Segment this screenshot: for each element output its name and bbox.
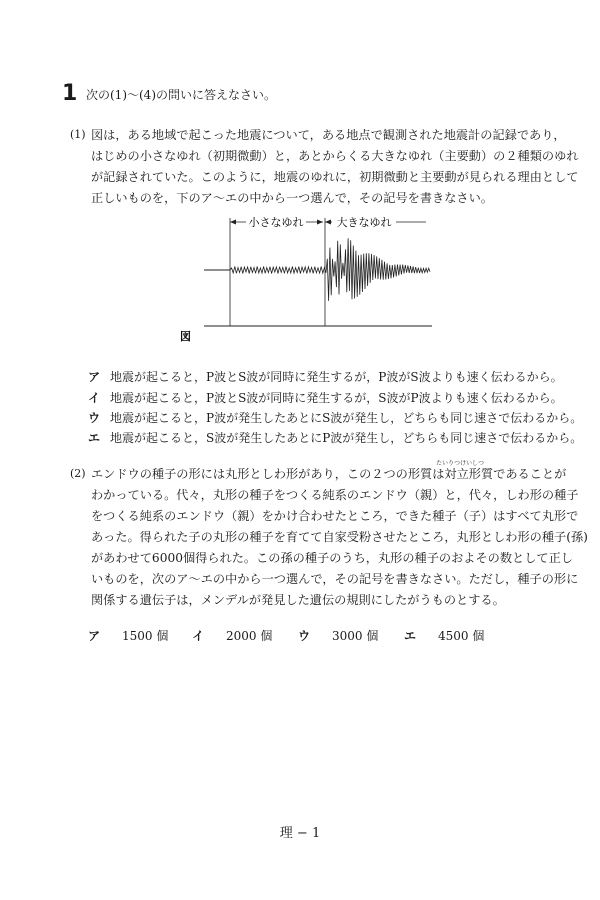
label-small-shaking: 小さなゆれ [248,216,304,229]
q1-line: 正しいものを，下のア〜エの中から一つ選んで，その記号を書きなさい。 [91,191,493,205]
q2-line: 関係する遺伝子は，メンデルが発見した遺伝の規則にしたがうものとする。 [91,593,505,607]
q1-choice-a [88,369,563,385]
option-text: 4500 個 [438,629,485,643]
question-intro: 次の(1)〜(4)の問いに答えなさい。 [86,88,276,102]
q2-line: いものを，次のア〜エの中から一つ選んで，その記号を書きなさい。ただし，種子の形に [91,572,579,586]
q2-option-a [88,628,168,644]
q1-paragraph [91,127,579,205]
q1-choice-u [88,410,582,426]
choice-text: 地震が起こると，P波とS波が同時に発生するが，P波がS波よりも速く伝わるから。 [110,370,563,384]
option-text: 3000 個 [332,629,379,643]
label-large-shaking: 大きなゆれ [336,216,392,229]
choice-text: 地震が起こると，P波とS波が同時に発生するが，S波がP波よりも速く伝わるから。 [110,391,563,405]
q1-line: はじめの小さなゆれ（初期微動）と，あとからくる大きなゆれ（主要動）の２種類のゆれ [91,149,579,163]
q1-line: が記録されていた。このように，地震のゆれに，初期微動と主要動が見られる理由として [91,170,579,184]
choice-kana: ウ [88,411,101,425]
q2-ruby: たいりつけいしつ [436,460,485,467]
choice-kana: イ [88,391,101,405]
seismic-trace [230,238,430,301]
seismograph-figure [180,208,440,348]
q2-line: あった。得られた子の丸形の種子を育てて自家受粉させたところ，丸形としわ形の種子(孫) [91,530,588,544]
q1-choice-e [88,430,582,446]
q2-line: エンドウの種子の形には丸形としわ形があり，この２つの形質は対立形質であることが [91,467,567,481]
q2-option-u [298,628,378,644]
choice-text: 地震が起こると，S波が発生したあとにP波が発生し，どちらも同じ速さで伝わるから。 [110,431,583,445]
choice-kana: ア [88,370,101,384]
option-kana: ア [88,629,101,643]
q2-paragraph [91,466,588,607]
choice-text: 地震が起こると，P波が発生したあとにS波が発生し，どちらも同じ速さで伝わるから。 [110,411,583,425]
q2-option-e [404,628,484,644]
option-kana: イ [192,629,205,643]
q2-line: わかっている。代々，丸形の種子をつくる純系のエンドウ（親）と，代々，しわ形の種子 [91,488,579,502]
option-text: 1500 個 [122,629,169,643]
question-number: 1 [62,81,78,106]
q2-label: (2) [70,467,86,480]
q1-label: (1) [70,128,86,141]
option-text: 2000 個 [226,629,273,643]
q1-choice-i [88,390,563,406]
q2-line: をつくる純系のエンドウ（親）をかけ合わせたところ，できた種子（子）はすべて丸形で [91,509,579,523]
page-footer: 理 − 1 [279,826,321,841]
option-kana: ウ [298,629,311,643]
figure-caption: 図 [180,330,191,343]
option-kana: エ [404,629,417,643]
q2-option-i [192,628,272,644]
q1-line: 図は，ある地域で起こった地震について，ある地点で観測された地震計の記録であり， [91,128,566,142]
choice-kana: エ [88,431,101,445]
q2-line: があわせて6000個得られた。この孫の種子のうち，丸形の種子のおよその数として正し [91,551,573,565]
